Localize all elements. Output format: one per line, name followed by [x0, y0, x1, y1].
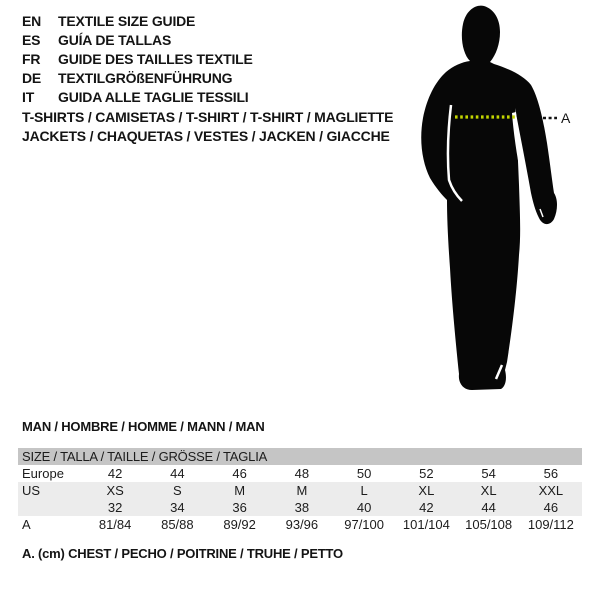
table-cell: 109/112 — [527, 517, 574, 532]
table-cell: 46 — [520, 499, 582, 516]
language-row-de — [22, 69, 253, 88]
language-label: TEXTILGRÖßENFÜHRUNG — [58, 70, 233, 86]
table-row-chest-a — [18, 516, 582, 533]
table-cell: 52 — [419, 466, 434, 481]
table-cell: L — [333, 482, 395, 499]
table-cell: 46 — [232, 466, 247, 481]
row-label: Europe — [22, 466, 64, 481]
language-row-fr — [22, 50, 253, 69]
table-header: SIZE / TALLA / TAILLE / GRÖSSE / TAGLIA — [18, 448, 582, 465]
language-code: ES — [22, 32, 41, 48]
language-row-en — [22, 12, 253, 31]
table-cell: 105/108 — [465, 517, 513, 532]
category-jackets: JACKETS / CHAQUETAS / VESTES / JACKEN / GIACCHE — [22, 128, 390, 144]
table-cell: 36 — [209, 499, 271, 516]
table-cell: 85/88 — [161, 517, 194, 532]
measurement-label-a: A — [561, 110, 571, 126]
row-label: US — [18, 482, 84, 499]
language-label: GUIDA ALLE TAGLIE TESSILI — [58, 89, 249, 105]
table-cell: 42 — [395, 499, 457, 516]
table-cell: 38 — [271, 499, 333, 516]
language-code: DE — [22, 70, 42, 86]
language-row-it — [22, 88, 253, 107]
language-code: EN — [22, 13, 42, 29]
table-cell: 50 — [356, 466, 372, 481]
table-cell: 54 — [481, 466, 496, 481]
table-row-numeric — [18, 499, 582, 516]
language-label: GUÍA DE TALLAS — [58, 32, 172, 48]
table-cell: 101/104 — [402, 517, 450, 532]
table-cell: 81/84 — [98, 517, 132, 532]
man-silhouette-figure — [410, 0, 580, 400]
table-cell: XS — [84, 482, 146, 499]
language-label: TEXTILE SIZE GUIDE — [58, 13, 196, 29]
table-cell: M — [271, 482, 333, 499]
table-cell: S — [146, 482, 208, 499]
measurement-footnote: A. (cm) CHEST / PECHO / POITRINE / TRUHE / PETTO — [22, 546, 343, 561]
language-label: GUIDE DES TAILLES TEXTILE — [58, 51, 253, 67]
table-cell: XXL — [520, 482, 582, 499]
table-cell: 32 — [84, 499, 146, 516]
man-silhouette — [421, 6, 557, 390]
size-table — [18, 448, 582, 533]
table-cell: XL — [458, 482, 520, 499]
table-cell: 40 — [333, 499, 395, 516]
table-cell: 48 — [294, 466, 310, 481]
language-list — [22, 12, 253, 107]
table-cell: XL — [395, 482, 457, 499]
section-title: MAN / HOMBRE / HOMME / MANN / MAN — [22, 419, 265, 434]
language-code: FR — [22, 51, 41, 67]
table-cell: M — [209, 482, 271, 499]
table-row-europe — [18, 465, 582, 482]
table-cell: 44 — [458, 499, 520, 516]
language-code: IT — [22, 89, 35, 105]
category-lines — [22, 108, 393, 146]
table-cell: 97/100 — [344, 517, 384, 532]
row-label — [18, 499, 84, 516]
table-cell: 56 — [543, 466, 559, 481]
table-row-us — [18, 482, 582, 499]
table-cell: 89/92 — [223, 517, 256, 532]
table-cell: 93/96 — [285, 517, 319, 532]
table-cell: 44 — [170, 466, 185, 481]
category-tshirts: T-SHIRTS / CAMISETAS / T-SHIRT / T-SHIRT / MAGLIETTE — [22, 109, 394, 125]
row-label: A — [22, 517, 31, 532]
table-cell: 42 — [107, 466, 123, 481]
language-row-es — [22, 31, 253, 50]
table-header-row — [18, 448, 582, 465]
table-cell: 34 — [146, 499, 208, 516]
